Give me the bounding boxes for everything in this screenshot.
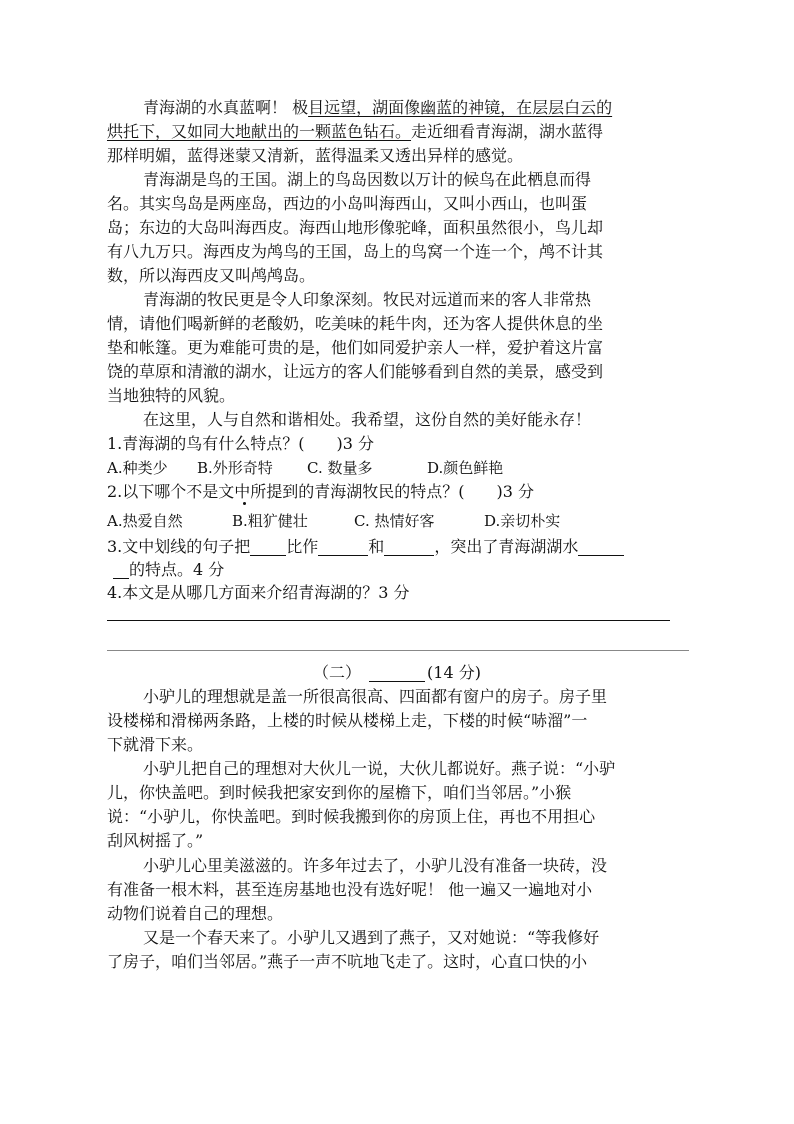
answer-blank[interactable]	[318, 541, 368, 556]
passage2-line: 刮风树摇了。”	[107, 831, 204, 850]
underlined-sentence: 烘托下，又如	[107, 122, 204, 141]
passage1-line: 当地独特的风貌。	[107, 386, 236, 405]
question-1-options	[107, 459, 692, 477]
answer-blank[interactable]	[113, 564, 129, 579]
title-blank[interactable]	[369, 667, 425, 682]
text: 和	[368, 537, 385, 556]
section2-heading	[313, 664, 794, 682]
passage1-line: 饶的草原和清澈的湖水，让远方的客人们能够看到自然的美景，感受到	[107, 362, 604, 381]
section-divider	[107, 650, 689, 651]
text: (14 分)	[427, 663, 481, 682]
question-2-options	[107, 512, 692, 530]
text: （二）	[313, 663, 362, 682]
question-3-continued	[113, 561, 698, 579]
answer-blank[interactable]	[250, 541, 286, 556]
text: 青海湖的水真蓝啊！ 极	[143, 98, 309, 117]
answer-blank[interactable]	[578, 541, 624, 556]
passage2-line: 儿，你快盖吧。到时候我把家安到你的屋檐下，咱们当邻居。”小猴	[107, 783, 572, 802]
question-1: 1.青海湖的鸟有什么特点？( )3 分	[107, 434, 375, 453]
answer-blank[interactable]	[384, 541, 434, 556]
passage2-line: 小驴儿把自己的理想对大伙儿一说，大伙儿都说好。燕子说：“小驴	[143, 759, 616, 778]
option-c[interactable]: C. 数量多	[307, 459, 373, 477]
option-b[interactable]: B.外形奇特	[197, 459, 273, 477]
passage2-line: 下就滑下来。	[107, 735, 204, 754]
passage2-line: 设楼梯和滑梯两条路，上楼的时候从楼梯上走，下楼的时候“哧溜”一	[107, 711, 588, 730]
passage2-line: 说：“小驴儿，你快盖吧。到时候我搬到你的房顶上住，再也不用担心	[107, 807, 596, 826]
emphasis-dot	[243, 502, 246, 505]
passage1-line: 名。其实鸟岛是两座岛，西边的小岛叫海西山，又叫小西山，也叫蛋	[107, 194, 588, 213]
option-a[interactable]: A.热爱自然	[107, 512, 183, 530]
passage2-line: 小驴儿心里美滋滋的。许多年过去了，小驴儿没有准备一块砖，没	[143, 856, 608, 875]
passage1-line	[143, 99, 728, 117]
underlined-sentence: 同大地献出的一颗蓝色钻石。	[203, 122, 412, 141]
passage1-line: 青海湖是鸟的王国。湖上的鸟岛因数以万计的候鸟在此栖息而得	[143, 170, 592, 189]
option-a[interactable]: A.种类少	[107, 459, 168, 477]
option-d[interactable]: D.颜色鲜艳	[427, 459, 504, 477]
passage2-line: 了房子，咱们当邻居。”燕子一声不吭地飞走了。这时，心直口快的小	[107, 952, 588, 971]
passage1-line: 青海湖的牧民更是令人印象深刻。牧民对远道而来的客人非常热	[143, 290, 592, 309]
option-d[interactable]: D.亲切朴实	[484, 512, 561, 530]
passage1-line: 情，请他们喝新鲜的老酸奶，吃美味的耗牛肉，还为客人提供休息的坐	[107, 314, 604, 333]
option-b[interactable]: B.粗犷健壮	[232, 512, 308, 530]
question-4: 4.本文是从哪几方面来介绍青海湖的？3 分	[107, 583, 410, 602]
text: 的特点。4 分	[129, 560, 225, 579]
passage2-line: 又是一个春天来了。小驴儿又遇到了燕子，又对她说：“等我修好	[143, 928, 600, 947]
passage1-line: 数，所以海西皮又叫鸬鸬岛。	[107, 266, 316, 285]
option-c[interactable]: C. 热情好客	[354, 512, 435, 530]
passage2-line: 小驴儿的理想就是盖一所很高很高、四面都有窗户的房子。房子里	[143, 687, 608, 706]
passage1-line	[107, 123, 692, 141]
passage1-line: 岛；东边的大岛叫海西皮。海西山地形像驼峰，面积虽然很小，鸟儿却	[107, 218, 604, 237]
question-2: 2.以下哪个不是文中所提到的青海湖牧民的特点？( )3 分	[107, 482, 535, 501]
question-3	[107, 538, 692, 556]
passage1-line: 有八九万只。海西皮为鸬鸟的王国，岛上的鸟窝一个连一个，鸬不计其	[107, 242, 604, 261]
passage1-line: 在这里，人与自然和谐相处。我希望，这份自然的美好能永存！	[143, 410, 592, 429]
text: 走近细看青海湖，湖水蓝得	[411, 122, 604, 141]
text: 3.文中划线的句子把	[107, 537, 251, 556]
passage2-line: 有准备一根木料，甚至连房基地也没有选好呢！ 他一遍又一遍地对小	[107, 880, 593, 899]
passage2-line: 动物们说着自己的理想。	[107, 904, 284, 923]
underlined-sentence: 目远望，湖面像幽蓝的神镜，在层层白云的	[308, 98, 613, 117]
passage1-line: 那样明媚，蓝得迷蒙又清新，蓝得温柔又透出异样的感觉。	[107, 146, 524, 165]
text: ，突出了青海湖湖水	[434, 537, 579, 556]
text: 比作	[286, 537, 319, 556]
answer-line[interactable]	[107, 620, 670, 621]
passage1-line: 垫和帐篷。更为难能可贵的是，他们如同爱护亲人一样，爱护着这片富	[107, 338, 604, 357]
